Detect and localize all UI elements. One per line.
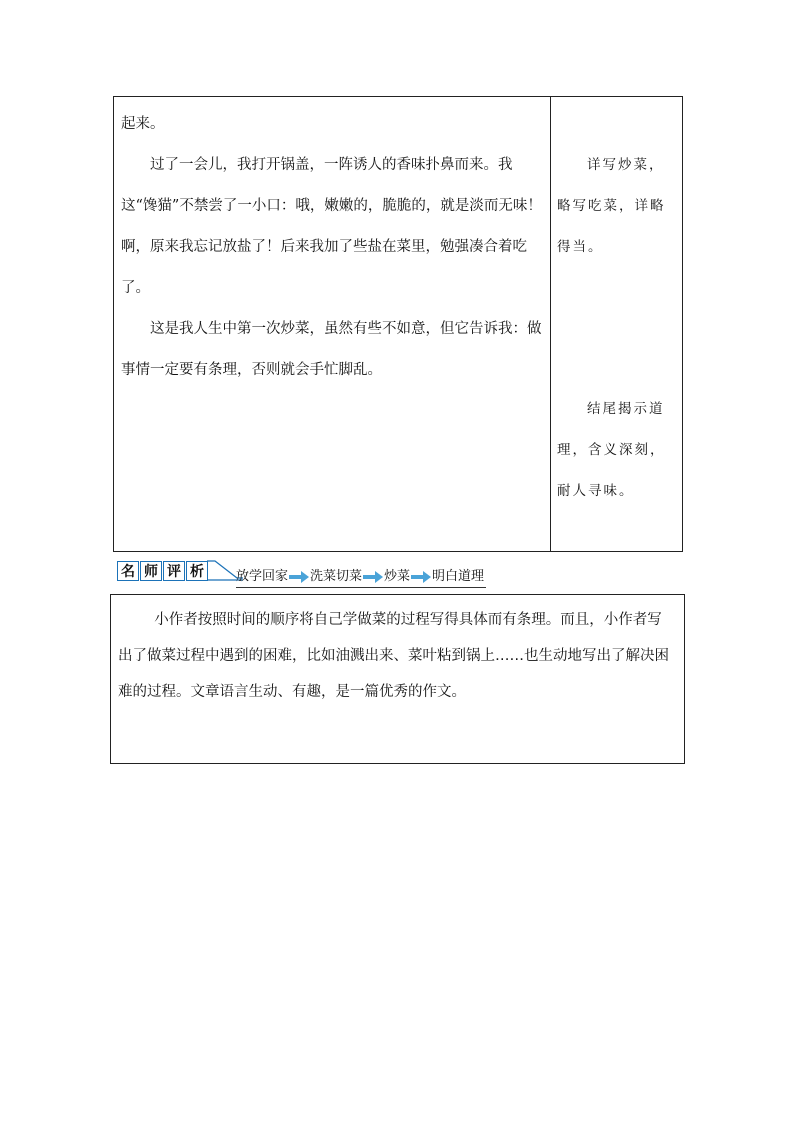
comment-line: 详写炒菜， (587, 157, 665, 173)
essay-paragraph: 这是我人生中第一次炒菜，虽然有些不如意，但它告诉我：做事情一定要有条理，否则就会手忙脚乱。 (121, 321, 542, 378)
label-char: 名 (117, 561, 139, 581)
label-char: 析 (186, 561, 208, 581)
comment-line: 得当。 (557, 239, 604, 255)
flow-step: 明白道理 (432, 569, 485, 584)
arrow-right-icon (289, 571, 309, 583)
side-comment (557, 145, 678, 268)
flow-step: 放学回家 (236, 569, 289, 584)
comment-line: 结尾揭示道 (587, 401, 665, 417)
flow-step: 洗菜切菜 (310, 569, 363, 584)
essay-table (113, 96, 683, 552)
essay-text-column (114, 97, 551, 551)
comment-line: 耐人寻味。 (557, 483, 635, 499)
arrow-right-icon (411, 571, 431, 583)
review-text: 小作者按照时间的顺序将自己学做菜的过程写得具体而有条理。而且，小作者写出了做菜过程中遇到的困难，比如油溅出来、菜叶粘到锅上……也生动地写出了解决困难的过程。文章语言生动、有趣，是一篇优秀的作文。 (118, 612, 669, 700)
essay-paragraph: 起来。 (121, 116, 165, 132)
label-char: 师 (140, 561, 162, 581)
arrow-right-icon (363, 571, 383, 583)
teacher-review-box (110, 594, 685, 764)
comment-column (551, 97, 682, 551)
teacher-review-label (117, 560, 243, 582)
flow-step: 炒菜 (384, 569, 411, 584)
side-comment (557, 389, 678, 512)
process-flow (236, 568, 486, 588)
comment-line: 略写吃菜，详略 (557, 198, 666, 214)
comment-line: 理，含义深刻， (557, 442, 666, 458)
label-char: 评 (163, 561, 185, 581)
essay-paragraph: 过了一会儿，我打开锅盖，一阵诱人的香味扑鼻而来。我这“馋猫”不禁尝了一小口：哦，嫩嫩的，脆脆的，就是淡而无味！啊，原来我忘记放盐了！后来我加了些盐在菜里，勉强凑合着吃了。 (121, 157, 542, 296)
